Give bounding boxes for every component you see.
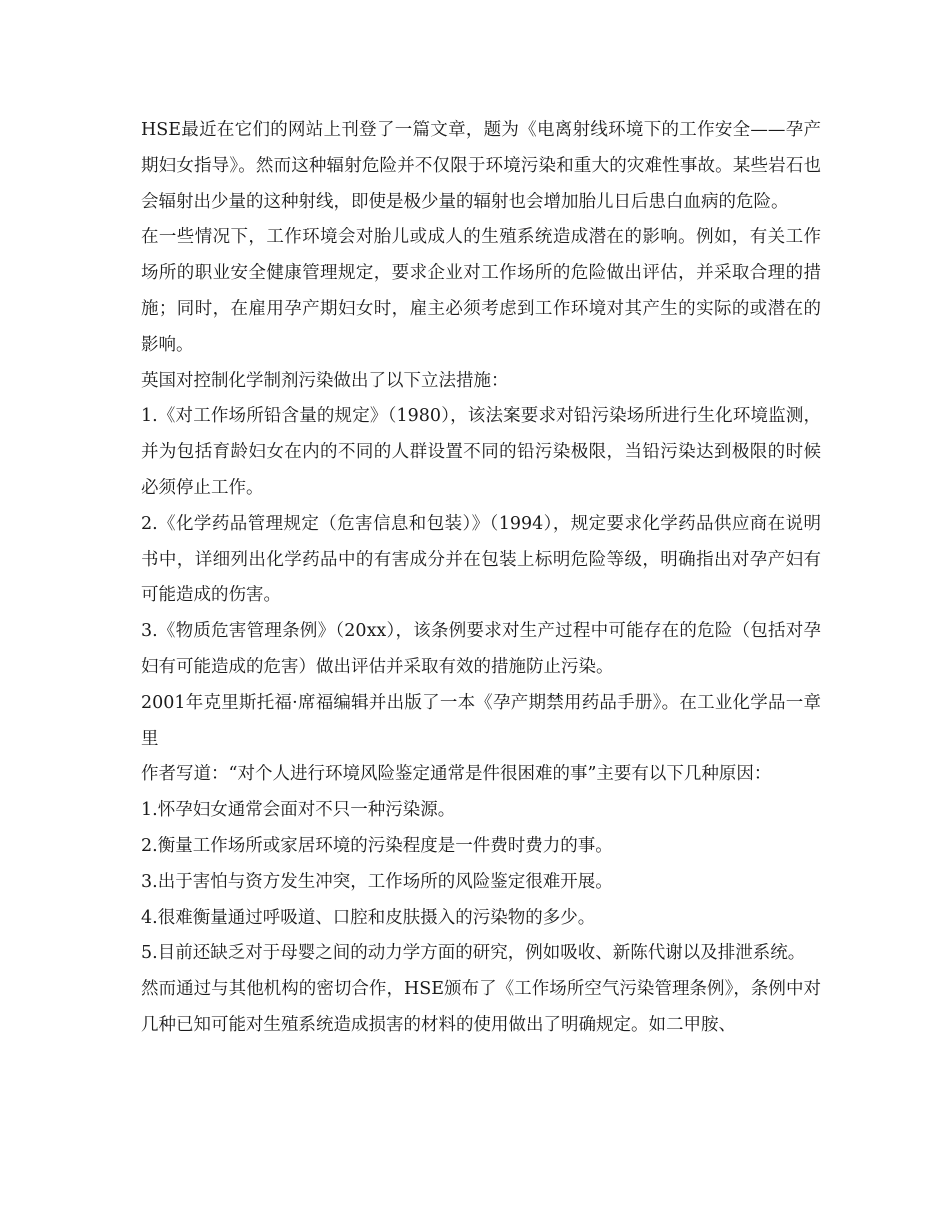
paragraph-reason-2: 2.衡量工作场所或家居环境的污染程度是一件费时费力的事。 (141, 835, 613, 856)
paragraph-author-quote: 作者写道：“对个人进行环境风险鉴定通常是件很困难的事”主要有以下几种原因： (141, 764, 772, 785)
paragraph-reason-4: 4.很难衡量通过呼吸道、口腔和皮肤摄入的污染物的多少。 (141, 907, 596, 928)
paragraph-law-2: 2.《化学药品管理规定（危害信息和包装）》（1994），规定要求化学药品供应商在说明书中，详细列出化学药品中的有害成分并在包装上标明危险等级，明确指出对孕产妇有可能造成的伤害。 (141, 513, 821, 606)
paragraph-work-environment: 在一些情况下，工作环境会对胎儿或成人的生殖系统造成潜在的影响。例如，有关工作场所的职业安全健康管理规定，要求企业对工作场所的危险做出评估，并采取合理的措施；同时，在雇用孕产期妇女时，雇主必须考虑到工作环境对其产生的实际的或潜在的影响。 (141, 227, 821, 355)
document-body (141, 113, 821, 1044)
paragraph-hse-regulation: 然而通过与其他机构的密切合作，HSE颁布了《工作场所空气污染管理条例》，条例中对几种已知可能对生殖系统造成损害的材料的使用做出了明确规定。如二甲胺、 (141, 979, 821, 1035)
paragraph-law-3: 3.《物质危害管理条例》（20xx），该条例要求对生产过程中可能存在的危险（包括对孕妇有可能造成的危害）做出评估并采取有效的措施防止污染。 (141, 621, 821, 677)
paragraph-hse-radiation: HSE最近在它们的网站上刊登了一篇文章，题为《电离射线环境下的工作安全——孕产期妇女指导》。然而这种辐射危险并不仅限于环境污染和重大的灾难性事故。某些岩石也会辐射出少量的这种射线，即使是极少量的辐射也会增加胎儿日后患白血病的危险。 (141, 120, 821, 212)
paragraph-reason-3: 3.出于害怕与资方发生冲突，工作场所的风险鉴定很难开展。 (141, 871, 613, 892)
paragraph-law-1: 1.《对工作场所铅含量的规定》（1980），该法案要求对铅污染场所进行生化环境监测，并为包括育龄妇女在内的不同的人群设置不同的铅污染极限，当铅污染达到极限的时候必须停止工作。 (141, 406, 821, 498)
paragraph-reason-1: 1.怀孕妇女通常会面对不只一种污染源。 (141, 800, 456, 821)
paragraph-handbook: 2001年克里斯托福·席福编辑并出版了一本《孕产期禁用药品手册》。在工业化学品一章里 (141, 692, 821, 749)
paragraph-uk-legislation-intro: 英国对控制化学制剂污染做出了以下立法措施： (141, 370, 509, 391)
paragraph-reason-5: 5.目前还缺乏对于母婴之间的动力学方面的研究，例如吸收、新陈代谢以及排泄系统。 (141, 943, 806, 964)
